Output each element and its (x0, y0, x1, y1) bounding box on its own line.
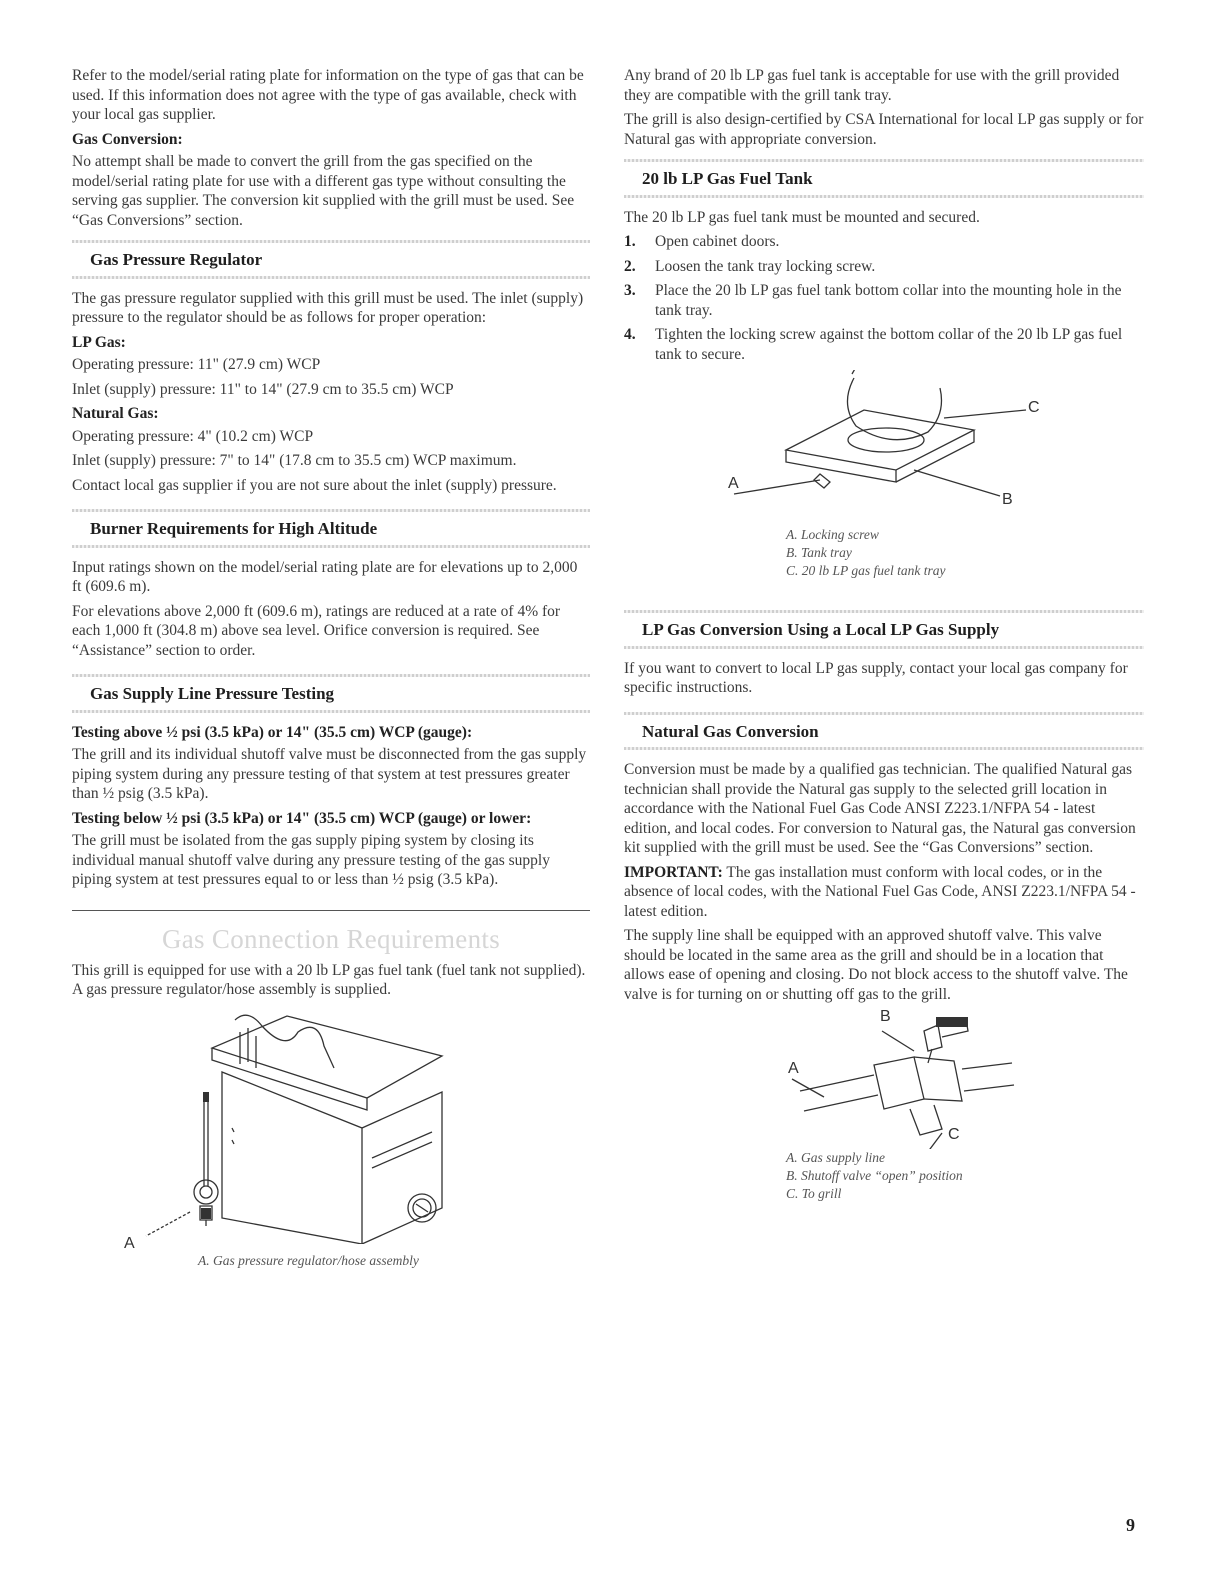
left-column (72, 66, 590, 1270)
shutoff-valve-figure (624, 1009, 1144, 1209)
valve-caption-b: B. Shutoff valve “open” position (786, 1168, 963, 1183)
tank-tray-figure (624, 370, 1144, 596)
intro-paragraph: Refer to the model/serial rating plate for information on the type of gas that can be used. If this information does not agree with the type of gas available, check with your local gas supplier. (72, 67, 584, 123)
valve-caption-c: C. To grill (786, 1186, 842, 1201)
valve-callout-c: C (948, 1126, 960, 1143)
tank-callout-a: A (728, 475, 739, 492)
tank-caption-a: A. Locking screw (786, 527, 879, 542)
fuel-tank-intro: The 20 lb LP gas fuel tank must be mounted and secured. (624, 208, 980, 226)
regulator-callout-a: A (124, 1234, 135, 1252)
regulator-caption: A. Gas pressure regulator/hose assembly (198, 1252, 419, 1268)
important-label: IMPORTANT: (624, 863, 723, 881)
lp-operating-pressure: Operating pressure: 11" (27.9 cm) WCP (72, 356, 321, 373)
tank-caption-b: B. Tank tray (786, 545, 852, 560)
list-item: 1. Open cabinet doors. (624, 233, 780, 250)
tank-caption-c: C. 20 lb LP gas fuel tank tray (786, 563, 946, 578)
important-note (624, 863, 1144, 922)
gas-connection-title: Gas Connection Requirements (161, 923, 501, 954)
regulator-figure (72, 1008, 590, 1270)
altitude-heading: Burner Requirements for High Altitude (72, 509, 590, 548)
altitude-text-1: Input ratings shown on the model/serial rating plate are for elevations up to 2,000 ft (609.6 m). (72, 558, 578, 595)
right-column (624, 66, 1144, 1209)
natural-gas-conversion-heading: Natural Gas Conversion (624, 712, 1144, 751)
tank-tray-illustration (624, 370, 1144, 540)
shutoff-valve-text: The supply line shall be equipped with an approved shutoff valve. This valve should be located in the same area as the grill and should be in a location that allows ease of opening and closing. Do not block access to the shutoff valve. The valve is for turning on or shutting off gas to the grill. (624, 927, 1128, 1003)
contact-supplier-text: Contact local gas supplier if you are not sure about the inlet (supply) pressure. (72, 476, 557, 494)
tank-steps-list (624, 232, 1144, 364)
gas-connection-text: This grill is equipped for use with a 20 lb LP gas fuel tank (fuel tank not supplied). A gas pressure regulator/hose assembly is supplied. (72, 961, 586, 998)
section-divider (72, 910, 590, 911)
tank-callout-b: B (1002, 491, 1013, 508)
natural-conversion-text: Conversion must be made by a qualified gas technician. The qualified Natural gas technician shall provide the Natural gas supply to the selected grill location in accordance with the National Fuel Gas Code ANSI Z223.1/NFPA 54 - latest edition, and local codes. For conversion to Natural gas, the Natural gas conversion kit supplied with the grill must be used. See the “Gas Conversions” section. (624, 761, 1136, 856)
valve-callout-a: A (788, 1060, 799, 1077)
tank-captions (786, 526, 946, 580)
altitude-text-2: For elevations above 2,000 ft (609.6 m), ratings are reduced at a rate of 4% for each 1,000 ft (304.8 m) above sea level. Orifice conversion is required. See “Assistance” section to order. (72, 602, 561, 659)
tank-brand-text: Any brand of 20 lb LP gas fuel tank is acceptable for use with the grill provided they are compatible with the grill tank tray. (624, 67, 1120, 104)
page-number: 9 (1126, 1515, 1135, 1535)
fuel-tank-heading: 20 lb LP Gas Fuel Tank (624, 159, 1144, 198)
regulator-heading: Gas Pressure Regulator (72, 240, 590, 279)
list-item: 3. Place the 20 lb LP gas fuel tank bottom collar into the mounting hole in the tank tray. (624, 282, 1122, 319)
local-lp-text: If you want to convert to local LP gas supply, contact your local gas company for specific instructions. (624, 659, 1128, 696)
natural-gas-heading: Natural Gas: (72, 405, 159, 422)
testing-above-heading: Testing above ½ psi (3.5 kPa) or 14" (35.5 cm) WCP (gauge): (72, 723, 473, 741)
valve-caption-a: A. Gas supply line (786, 1150, 885, 1165)
lp-inlet-pressure: Inlet (supply) pressure: 11" to 14" (27.9 cm to 35.5 cm) WCP (72, 380, 454, 398)
list-item: 2. Loosen the tank tray locking screw. (624, 257, 876, 275)
valve-callout-b: B (880, 1008, 891, 1025)
valve-captions (786, 1149, 963, 1203)
tank-callout-c: C (1028, 399, 1040, 416)
csa-certification-text: The grill is also design-certified by CSA International for local LP gas supply or for Natural gas with appropriate conversion. (624, 111, 1144, 148)
testing-below-heading: Testing below ½ psi (3.5 kPa) or 14" (35.5 cm) WCP (gauge) or lower: (72, 809, 532, 827)
ng-operating-pressure: Operating pressure: 4" (10.2 cm) WCP (72, 427, 314, 445)
lp-gas-heading: LP Gas: (72, 333, 126, 351)
gas-conversion-heading: Gas Conversion: (72, 130, 183, 148)
shutoff-valve-illustration (624, 1009, 1144, 1149)
ng-inlet-pressure: Inlet (supply) pressure: 7" to 14" (17.8 cm to 35.5 cm) WCP maximum. (72, 452, 517, 469)
regulator-text: The gas pressure regulator supplied with this grill must be used. The inlet (supply) pressure to the regulator should be as follows for proper operation: (72, 289, 584, 326)
local-lp-heading: LP Gas Conversion Using a Local LP Gas Supply (624, 610, 1144, 649)
testing-below-text: The grill must be isolated from the gas supply piping system by closing its individual manual shutoff valve during any pressure testing of the gas supply piping system at test pressures equal to or less than ½ psig (3.5 kPa). (72, 832, 550, 888)
testing-above-text: The grill and its individual shutoff valve must be disconnected from the gas supply piping system during any pressure testing of that system at test pressures greater than ½ psig (3.5 kPa). (72, 746, 587, 802)
regulator-hose-illustration (72, 1008, 590, 1244)
gas-conversion-text: No attempt shall be made to convert the grill from the gas specified on the model/serial rating plate for use with a different gas type without consulting the serving gas supplier. The conversion kit supplied with the grill must be used. See “Gas Conversions” section. (72, 153, 575, 229)
list-item: 4. Tighten the locking screw against the bottom collar of the 20 lb LP gas fuel tank to secure. (624, 326, 1123, 363)
pressure-testing-heading: Gas Supply Line Pressure Testing (72, 674, 590, 713)
important-text: The gas installation must conform with local codes, or in the absence of local codes, with the National Fuel Gas Code, ANSI Z223.1/NFPA 54 - latest edition. (624, 863, 1136, 920)
